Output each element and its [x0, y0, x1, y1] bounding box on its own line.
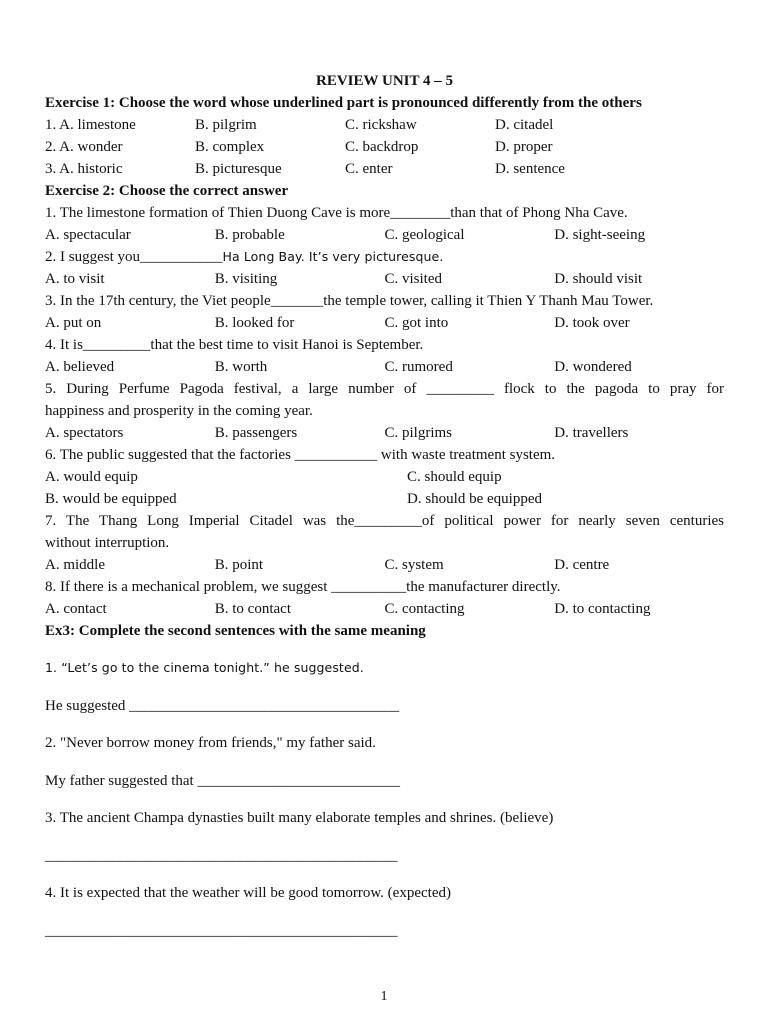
- option: D. should visit: [554, 271, 643, 287]
- page-title: REVIEW UNIT 4 – 5: [316, 73, 453, 89]
- option: C. visited: [384, 271, 443, 287]
- option: D. to contacting: [554, 601, 651, 617]
- sentence-4-answer: _______________________________________________: [45, 923, 398, 939]
- sentence-3: 3. The ancient Champa dynasties built many elaborate temples and shrines. (believe): [45, 810, 554, 826]
- option: A. to visit: [45, 271, 105, 287]
- option: B. point: [214, 557, 264, 573]
- option: D. centre: [554, 557, 610, 573]
- exercise-2-heading: Exercise 2: Choose the correct answer: [45, 183, 289, 199]
- question-5-options: [45, 422, 724, 444]
- sentence-1: 1. “Let’s go to the cinema tonight.” he suggested.: [45, 660, 364, 675]
- option: C. contacting: [384, 601, 465, 617]
- option: B. would be equipped: [45, 491, 177, 507]
- option: C. system: [384, 557, 444, 573]
- exercise-1-row: [45, 158, 724, 180]
- question-4-options: [45, 356, 724, 378]
- option: A. put on: [45, 315, 102, 331]
- question-5-line-1: 5. During Perfume Pagoda festival, a large number of _________ flock to the pagoda to pray for: [45, 381, 724, 397]
- option: D. wondered: [554, 359, 632, 375]
- option: D. travellers: [554, 425, 629, 441]
- question-2-prefix: 2. I suggest you___________: [45, 249, 223, 265]
- option: C. should equip: [407, 469, 502, 485]
- worksheet-page: [45, 70, 724, 942]
- sentence-4: 4. It is expected that the weather will be good tomorrow. (expected): [45, 885, 451, 901]
- question-7-options: [45, 554, 724, 576]
- option: B. worth: [214, 359, 268, 375]
- option: A. middle: [45, 557, 105, 573]
- question-6-options: [45, 488, 724, 510]
- exercise-3-heading: Ex3: Complete the second sentences with the same meaning: [45, 623, 426, 639]
- option: A. spectators: [45, 425, 124, 441]
- option: B. to contact: [214, 601, 291, 617]
- option: B. looked for: [214, 315, 295, 331]
- question-7-line-2: without interruption.: [45, 535, 170, 551]
- option: 2. A. wonder: [45, 139, 123, 155]
- option: B. picturesque: [195, 161, 282, 177]
- option: 3. A. historic: [45, 161, 123, 177]
- question-3-options: [45, 312, 724, 334]
- option: D. sight-seeing: [554, 227, 646, 243]
- option: C. rickshaw: [345, 117, 417, 133]
- question-6: 6. The public suggested that the factories ___________ with waste treatment system.: [45, 447, 556, 463]
- option: B. passengers: [214, 425, 298, 441]
- option: A. spectacular: [45, 227, 131, 243]
- option: D. should be equipped: [407, 491, 542, 507]
- sentence-2: 2. "Never borrow money from friends," my father said.: [45, 735, 376, 751]
- option: D. took over: [554, 315, 630, 331]
- option: C. got into: [384, 315, 449, 331]
- sentence-1-answer: He suggested ____________________________________: [45, 698, 400, 714]
- option: C. geological: [384, 227, 465, 243]
- option: C. backdrop: [345, 139, 419, 155]
- sentence-3-answer: _______________________________________________: [45, 848, 398, 864]
- question-1: 1. The limestone formation of Thien Duong Cave is more________than that of Phong Nha Cave.: [45, 205, 628, 221]
- option: C. enter: [345, 161, 393, 177]
- option: D. citadel: [495, 117, 554, 133]
- exercise-1-heading: Exercise 1: Choose the word whose underlined part is pronounced differently from the others: [45, 95, 642, 111]
- question-2-options: [45, 268, 724, 290]
- option: D. sentence: [495, 161, 565, 177]
- question-2: [45, 246, 724, 268]
- question-4: 4. It is_________that the best time to visit Hanoi is September.: [45, 337, 424, 353]
- sentence-2-answer: My father suggested that ___________________________: [45, 773, 400, 789]
- question-3: 3. In the 17th century, the Viet people_______the temple tower, calling it Thien Y Thanh Mau Tower.: [45, 293, 654, 309]
- option: A. would equip: [45, 469, 138, 485]
- option: B. visiting: [214, 271, 278, 287]
- exercise-1-row: [45, 136, 724, 158]
- option: C. rumored: [384, 359, 453, 375]
- question-8: 8. If there is a mechanical problem, we suggest __________the manufacturer directly.: [45, 579, 561, 595]
- option: B. complex: [195, 139, 265, 155]
- option: A. believed: [45, 359, 115, 375]
- question-2-rest: Ha Long Bay. It’s very picturesque.: [222, 249, 444, 264]
- exercise-1-row: [45, 114, 724, 136]
- option: A. contact: [45, 601, 107, 617]
- option: 1. A. limestone: [45, 117, 136, 133]
- question-7-line-1: 7. The Thang Long Imperial Citadel was the_________of political power for nearly seven centuries: [45, 513, 724, 529]
- option: D. proper: [495, 139, 553, 155]
- question-5-line-2: happiness and prosperity in the coming year.: [45, 403, 313, 419]
- question-1-options: [45, 224, 724, 246]
- option: B. pilgrim: [195, 117, 257, 133]
- option: B. probable: [214, 227, 285, 243]
- question-8-options: [45, 598, 724, 620]
- page-number: 1: [380, 989, 388, 1004]
- option: C. pilgrims: [384, 425, 453, 441]
- question-6-options: [45, 466, 724, 488]
